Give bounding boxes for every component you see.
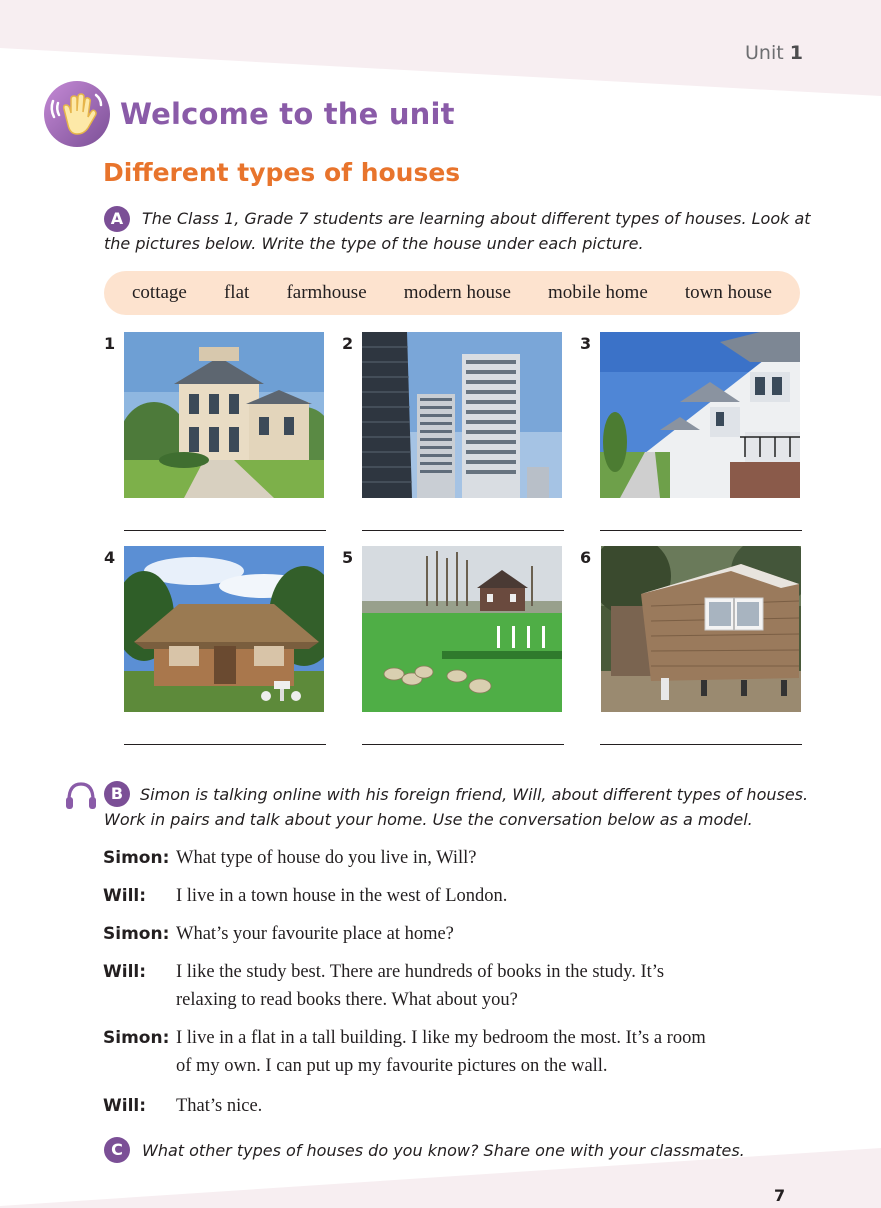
dialogue-line: That’s nice. [176, 1096, 263, 1116]
unit-number: 1 [789, 42, 803, 64]
dialogue-speaker: Simon: [103, 924, 170, 944]
activity-c-instruction: What other types of houses do you know? Share one with your classmates. [142, 1141, 745, 1160]
picture-farm-with-sheep [362, 546, 562, 712]
activity-c-badge: C [104, 1137, 130, 1163]
dialogue-speaker: Will: [103, 886, 147, 906]
activity-b-instruction-line1: Simon is talking online with his foreign friend, Will, about different types of houses. [140, 785, 809, 804]
picture-mobile-home [601, 546, 801, 712]
dialogue-speaker: Simon: [103, 1028, 170, 1048]
activity-a-instruction-line1: The Class 1, Grade 7 students are learning about different types of houses. Look at [142, 209, 811, 228]
dialogue-line: I like the study best. There are hundreds of books in the study. It’s [176, 962, 665, 982]
page-number: 7 [774, 1186, 786, 1205]
picture-number: 4 [104, 548, 116, 567]
dialogue-speaker: Simon: [103, 848, 170, 868]
section-title: Different types of houses [103, 158, 461, 187]
picture-number: 2 [342, 334, 354, 353]
picture-number: 1 [104, 334, 116, 353]
answer-line[interactable] [124, 744, 326, 745]
dialogue-line: I live in a flat in a tall building. I like my bedroom the most. It’s a room [176, 1028, 706, 1048]
unit-word: Unit [745, 42, 784, 64]
dialogue-line: relaxing to read books there. What about you? [176, 990, 518, 1010]
word-bank-item: town house [684, 282, 772, 303]
word-bank-item: cottage [132, 282, 187, 303]
word-bank-item: flat [223, 282, 250, 303]
answer-line[interactable] [600, 530, 802, 531]
picture-villa [124, 332, 324, 498]
answer-line[interactable] [600, 744, 802, 745]
dialogue-speaker: Will: [103, 962, 147, 982]
picture-number: 3 [580, 334, 592, 353]
answer-line[interactable] [124, 530, 326, 531]
waving-hand-icon [44, 81, 110, 147]
activity-b-instruction-line2: Work in pairs and talk about your home. Use the conversation below as a model. [104, 810, 753, 829]
answer-line[interactable] [362, 530, 564, 531]
picture-terraced-houses [600, 332, 800, 498]
headphones-icon [64, 780, 98, 810]
dialogue-line: What type of house do you live in, Will? [176, 848, 477, 868]
dialogue-speaker: Will: [103, 1096, 147, 1116]
unit-label [745, 42, 803, 64]
picture-number: 5 [342, 548, 354, 567]
answer-line[interactable] [362, 744, 564, 745]
word-bank-item: modern house [403, 282, 511, 303]
dialogue-line: of my own. I can put up my favourite pictures on the wall. [176, 1056, 608, 1076]
picture-number: 6 [580, 548, 592, 567]
dialogue-line: What’s your favourite place at home? [176, 924, 454, 944]
picture-tower-blocks [362, 332, 562, 498]
activity-b-badge: B [104, 781, 130, 807]
activity-a-badge: A [104, 206, 130, 232]
word-bank [104, 271, 800, 315]
word-bank-item: farmhouse [286, 282, 367, 303]
picture-thatched-cottage [124, 546, 324, 712]
dialogue-line: I live in a town house in the west of London. [176, 886, 508, 906]
word-bank-item: mobile home [548, 282, 648, 303]
welcome-title: Welcome to the unit [120, 97, 455, 131]
activity-a-instruction-line2: the pictures below. Write the type of the house under each picture. [104, 234, 644, 253]
